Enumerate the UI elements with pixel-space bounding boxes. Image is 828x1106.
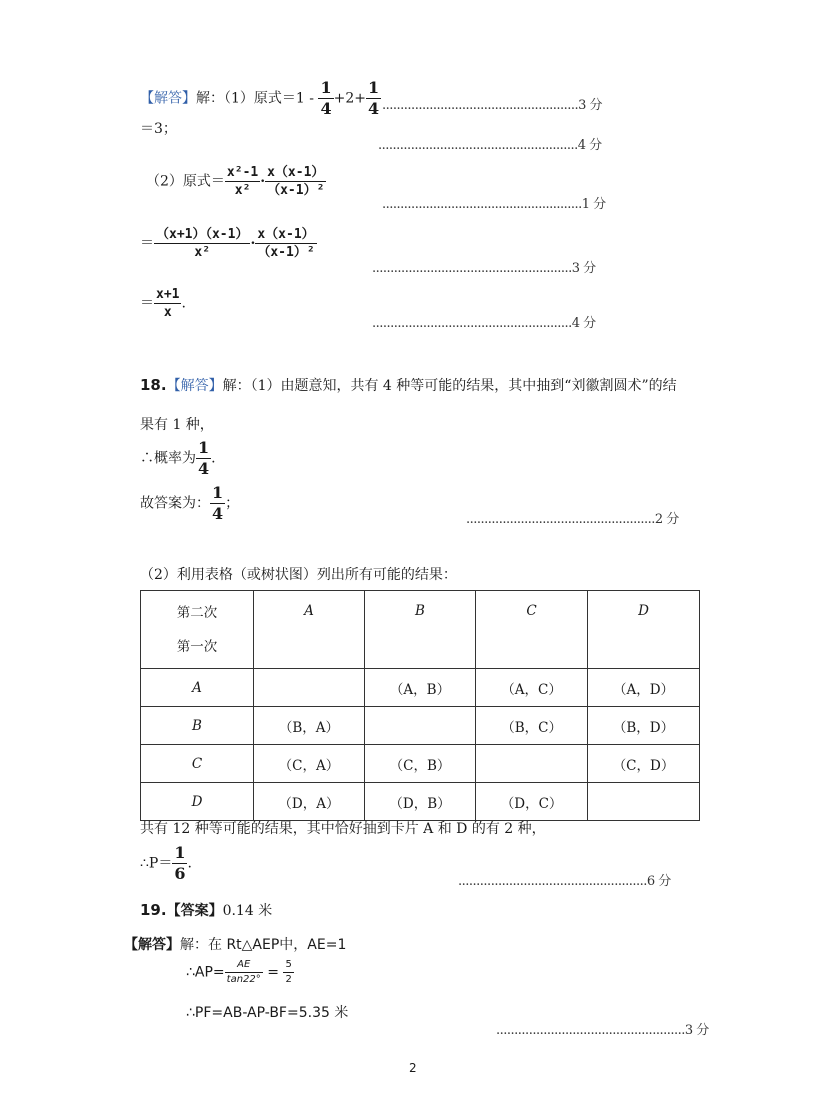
q19-answer: 0.14 米: [222, 903, 273, 919]
table-cell: （B，D）: [588, 707, 700, 745]
table-cell: （C，A）: [254, 745, 365, 783]
table-row: [141, 783, 700, 821]
table-cell: [254, 669, 365, 707]
table-header-row: [141, 591, 700, 669]
table-cell: [476, 745, 588, 783]
table-row-label: D: [141, 783, 254, 821]
table-row: [141, 707, 700, 745]
q17-part2-line: （2）原式＝ $\frac{\text{x²-1}}{\text{x²}}$ · $\frac{x(x-1)}{\text{（x-1）²}}$: [146, 165, 325, 198]
q19-ap-result-frac: $\frac{5}{2}$: [285, 959, 292, 985]
q17-frac6: $\frac{x(x-1)}{\text{（x-1）²}}$: [257, 227, 315, 260]
q17-frac1: $\frac{1}{4}$: [320, 78, 332, 118]
q17-step3-line: ＝ $\frac{x+1}{x}$ .: [140, 287, 186, 320]
q19-number: 19.: [140, 901, 167, 919]
q18-part2: （2）利用表格（或树状图）列出所有可能的结果：: [140, 567, 457, 583]
q18-score-1: ....................................................2 分: [466, 512, 679, 527]
q18-number: 18.: [140, 376, 167, 394]
q18-prob-line: ∴概率为 $\frac{1}{4}$ .: [140, 438, 216, 478]
q17-part1-prefix: 解：（1）原式＝1 -: [196, 90, 319, 107]
table-cell: （D，B）: [364, 783, 475, 821]
table-cell: （A，D）: [588, 669, 700, 707]
table-cell: （C，B）: [364, 745, 475, 783]
q19-ap-line: ∴AP= $\frac{AE}{\tan 22^\circ}$ = $\frac{5}{2}$: [186, 959, 292, 985]
q18-line1: [140, 375, 677, 395]
table-cell: （C，D）: [588, 745, 700, 783]
q17-part1-line: [140, 80, 381, 117]
q18-prob-frac: $\frac{1}{4}$: [198, 438, 210, 478]
table-col-header: C: [476, 591, 588, 669]
q17-mid: +2+: [333, 90, 366, 107]
q17-result1: ＝3；: [140, 121, 177, 137]
table-cell: （B，C）: [476, 707, 588, 745]
q19-line1: [124, 934, 346, 954]
q18-answer-line: 故答案为： $\frac{1}{4}$ ；: [140, 483, 240, 523]
q17-score-4: .......................................................3 分: [372, 261, 596, 276]
table-row-label: C: [141, 745, 254, 783]
q19-pf-line: ∴PF=AB-AP-BF=5.35 米: [186, 1005, 349, 1021]
q18-p-line: ∴P＝ $\frac{1}{6}$ .: [140, 843, 192, 883]
q18-ans-frac: $\frac{1}{4}$: [212, 483, 224, 523]
table-cell: （B，A）: [254, 707, 365, 745]
q17-score-2: .......................................................4 分: [378, 138, 602, 153]
q19-text1: 解：在 Rt△AEP中，AE=1: [180, 937, 347, 953]
table-cell: [364, 707, 475, 745]
q18-text1: 解：（1）由题意知，共有 4 种等可能的结果，其中抽到“刘徽割圆术”的结: [222, 378, 677, 394]
table-cell: （D，C）: [476, 783, 588, 821]
outcomes-table: [140, 590, 700, 821]
q17-step2-line: ＝ $\frac{(x+1)(x-1)}{\text{x²}}$ · $\frac{x(x-1)}{\text{（x-1）²}}$: [140, 227, 315, 260]
table-row: [141, 745, 700, 783]
q17-frac7: $\frac{x+1}{x}$: [156, 287, 180, 320]
q19-answer-tag: 【答案】: [166, 903, 223, 919]
q17-frac3: $\frac{\text{x²-1}}{\text{x²}}$: [226, 165, 259, 198]
q19-answer-line: [140, 900, 272, 920]
q18-tag: 【解答】: [166, 378, 223, 394]
table-col-header: D: [588, 591, 700, 669]
q17-score-1: ......................................................3 分: [382, 98, 603, 113]
q17-score-5: .......................................................4 分: [372, 316, 596, 331]
q17-score-3: .......................................................1 分: [382, 197, 606, 212]
table-col-header: A: [254, 591, 365, 669]
table-row: [141, 669, 700, 707]
q19-tag: 【解答】: [124, 937, 180, 953]
q17-frac2: $\frac{1}{4}$: [367, 78, 380, 118]
q19-score-1: ....................................................3 分: [496, 1023, 709, 1038]
table-row-label: B: [141, 707, 254, 745]
table-corner-cell: 第二次 第一次: [141, 591, 254, 669]
q18-p-frac: $\frac{1}{6}$: [174, 843, 186, 883]
table-row-label: A: [141, 669, 254, 707]
q17-part2-prefix: （2）原式＝: [146, 173, 225, 190]
table-col-header: B: [364, 591, 475, 669]
q19-ap-frac: $\frac{AE}{\tan 22^\circ}$: [226, 959, 261, 985]
q18-score-2: ....................................................6 分: [458, 874, 671, 889]
page-number: 2: [409, 1061, 417, 1075]
table-cell: [588, 783, 700, 821]
q18-line2: 果有 1 种，: [140, 417, 214, 433]
q18-summary: 共有 12 种等可能的结果，其中恰好抽到卡片 A 和 D 的有 2 种，: [140, 821, 546, 837]
table-cell: （A，C）: [476, 669, 588, 707]
table-cell: （A，B）: [364, 669, 475, 707]
table-cell: （D，A）: [254, 783, 365, 821]
q17-frac4: $\frac{x(x-1)}{\text{（x-1）²}}$: [267, 165, 325, 198]
q17-frac5: $\frac{(x+1)(x-1)}{\text{x²}}$: [156, 227, 249, 260]
q17-tag: 【解答】: [140, 90, 196, 107]
q17-eq-sign: ＝: [140, 235, 154, 252]
